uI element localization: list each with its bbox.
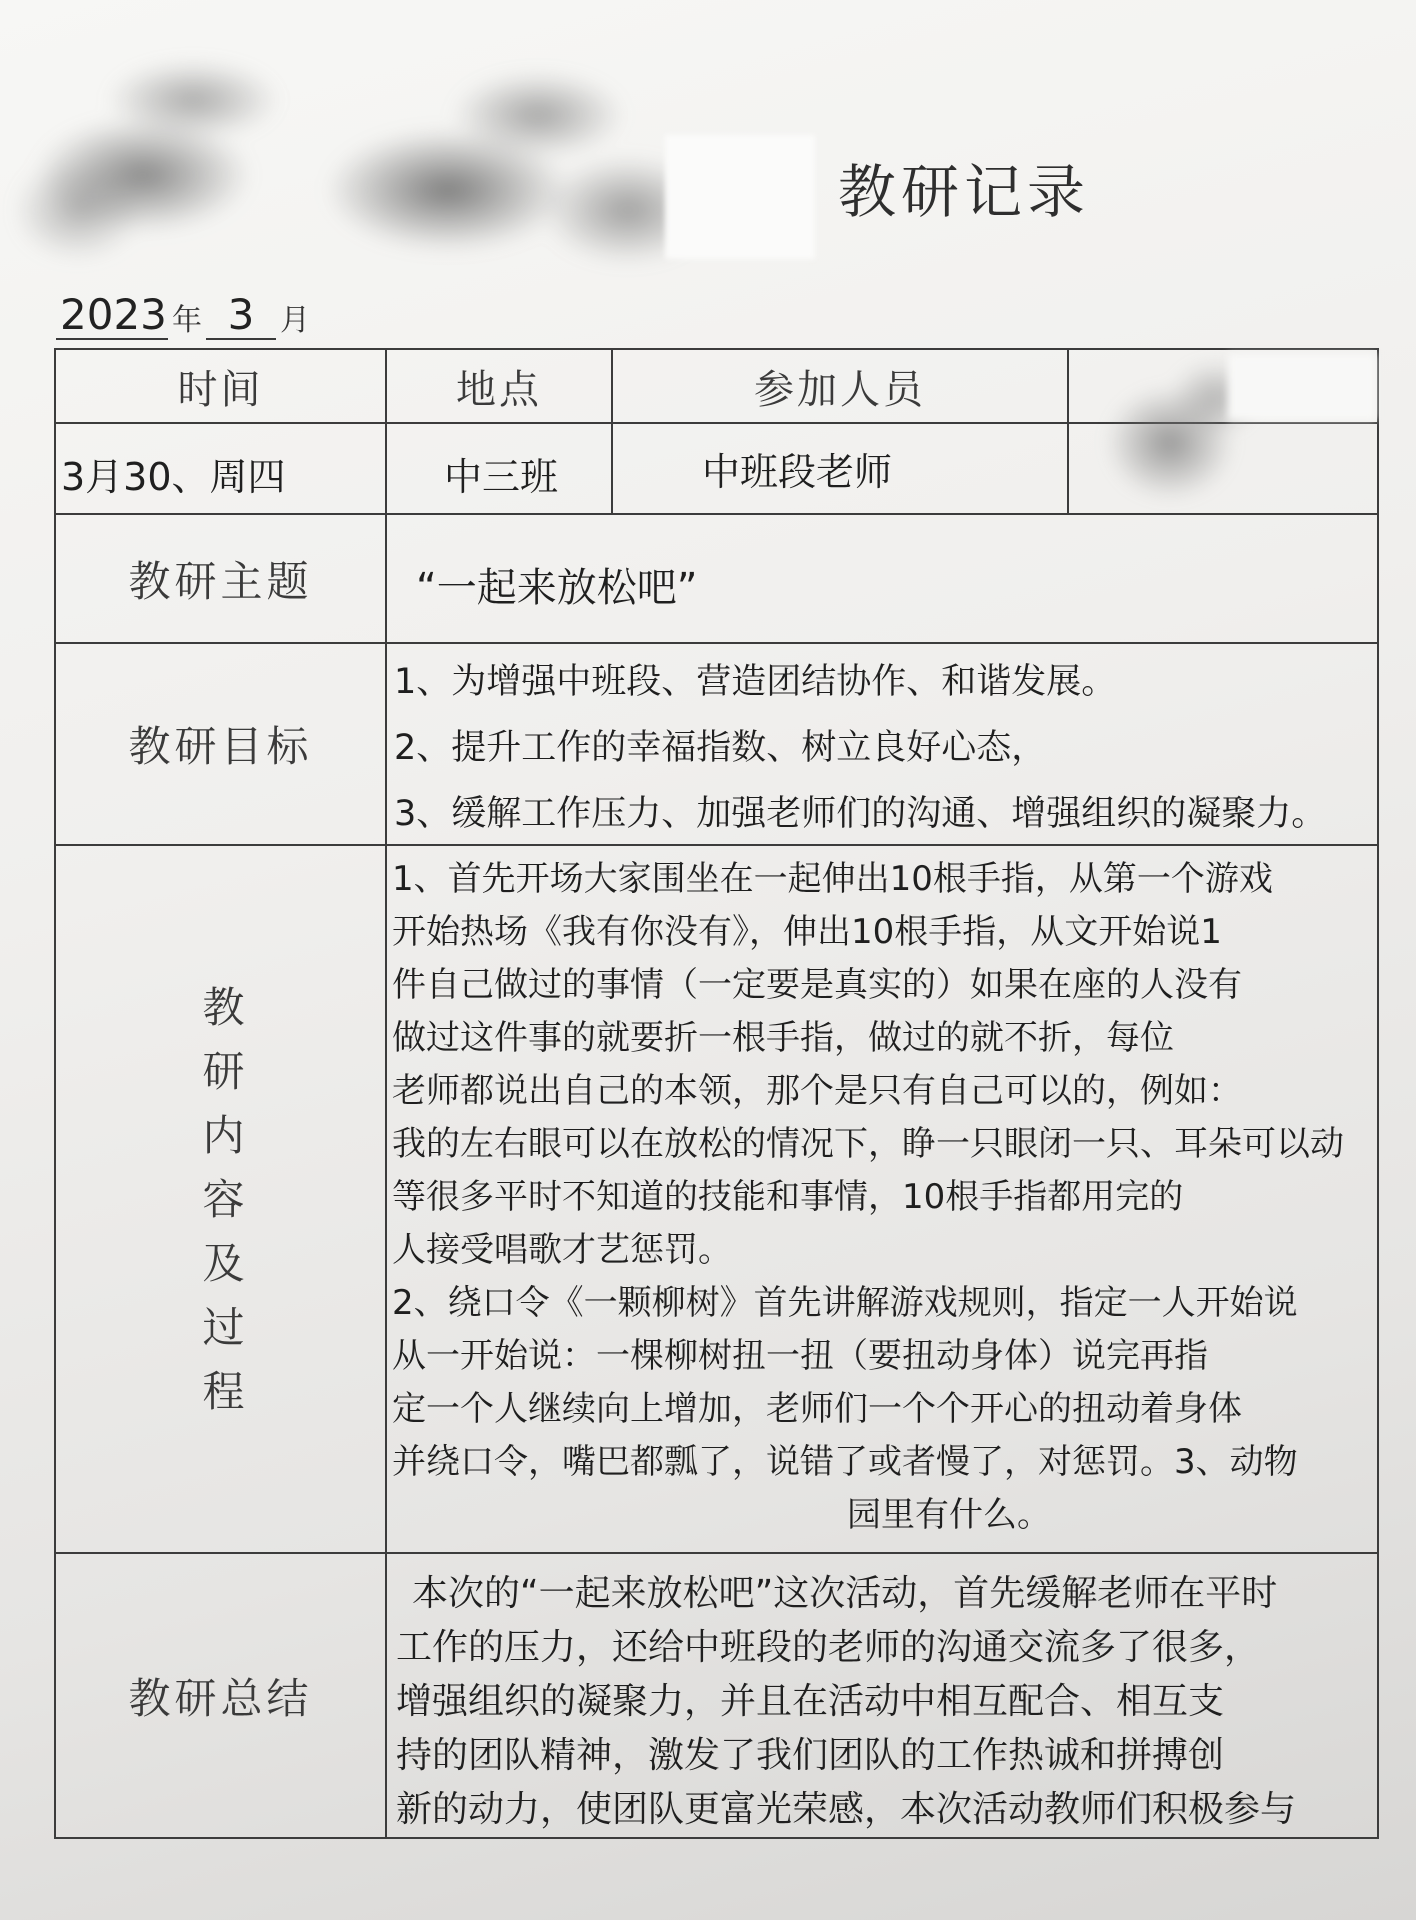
theme-value: “一起来放松吧”	[416, 565, 698, 611]
info-location-value: 中三班	[444, 455, 559, 499]
info-location	[386, 423, 612, 514]
theme-label: 教研主题	[128, 556, 313, 606]
page-title: 教研记录	[838, 158, 1091, 226]
content-line: 2、绕口令《一颗柳树》首先讲解游戏规则，指定一人开始说	[392, 1283, 1298, 1323]
content-line: 件自己做过的事情（一定要是真实的）如果在座的人没有	[392, 965, 1242, 1005]
content-line: 1、首先开场大家围坐在一起伸出10根手指，从第一个游戏	[392, 859, 1273, 899]
content-line: 开始热场《我有你没有》，伸出10根手指，从文开始说1	[392, 912, 1222, 952]
content-line: 园里有什么。	[847, 1495, 1051, 1535]
header-time-label: 时间	[177, 366, 264, 413]
summary-line: 新的动力，使团队更富光荣感，本次活动教师们积极参与	[396, 1789, 1297, 1830]
summary-line: 工作的压力，还给中班段的老师的沟通交流多了很多，	[396, 1627, 1261, 1668]
goal-line: 2、提升工作的幸福指数、树立良好心态，	[394, 728, 1047, 768]
content-value-cell	[386, 845, 1378, 1553]
content-line: 等很多平时不知道的技能和事情，10根手指都用完的	[392, 1177, 1184, 1217]
record-table	[55, 349, 1378, 1838]
date-month-unit: 月	[280, 303, 310, 338]
content-line: 老师都说出自己的本领，那个是只有自己可以的，例如：	[392, 1071, 1242, 1111]
info-participants	[612, 423, 1068, 514]
summary-label: 教研总结	[128, 1673, 313, 1723]
redacted-patch	[665, 135, 815, 259]
info-time	[55, 423, 386, 514]
content-line: 并绕口令，嘴巴都瓢了，说错了或者慢了，对惩罚。3、动物	[392, 1442, 1298, 1482]
header-participants	[612, 349, 1068, 423]
summary-line: 增强组织的凝聚力，并且在活动中相互配合、相互支	[396, 1681, 1225, 1722]
info-participants-value: 中班段老师	[702, 450, 893, 494]
header-location-label: 地点	[456, 366, 542, 413]
theme-label-cell	[55, 514, 386, 643]
summary-label-cell	[55, 1553, 386, 1838]
content-line: 从一开始说：一棵柳树扭一扭（要扭动身体）说完再指	[392, 1336, 1208, 1376]
date-year: 2023	[56, 294, 168, 340]
goals-label-cell	[55, 643, 386, 845]
content-label-cell	[55, 845, 386, 1553]
info-time-value: 3月30、周四	[61, 455, 286, 499]
header-time	[55, 349, 386, 423]
date-month: 3	[206, 294, 276, 340]
content-line: 我的左右眼可以在放松的情况下，睁一只眼闭一只、耳朵可以动	[392, 1124, 1344, 1164]
redacted-patch	[1228, 354, 1376, 420]
content-line: 人接受唱歌才艺惩罚。	[392, 1230, 732, 1270]
goal-line: 3、缓解工作压力、加强老师们的沟通、增强组织的凝聚力。	[394, 794, 1327, 834]
theme-value-cell	[386, 514, 1378, 643]
summary-value-cell	[386, 1553, 1378, 1838]
content-line: 做过这件事的就要折一根手指，做过的就不折，每位	[392, 1018, 1174, 1058]
content-line: 定一个人继续向上增加，老师们一个个开心的扭动着身体	[392, 1389, 1242, 1429]
goals-label: 教研目标	[128, 722, 313, 771]
date-year-unit: 年	[172, 303, 202, 338]
goals-value-cell	[386, 643, 1378, 845]
goal-line: 1、为增强中班段、营造团结协作、和谐发展。	[394, 662, 1117, 702]
header-location	[386, 349, 612, 423]
summary-line: 本次的“一起来放松吧”这次活动，首先缓解老师在平时	[412, 1573, 1278, 1614]
content-label: 教研内容及过程	[196, 985, 246, 1433]
record-date	[56, 286, 310, 340]
summary-line: 持的团队精神，激发了我们团队的工作热诚和拼搏创	[396, 1735, 1225, 1776]
header-participants-label: 参加人员	[754, 366, 926, 413]
